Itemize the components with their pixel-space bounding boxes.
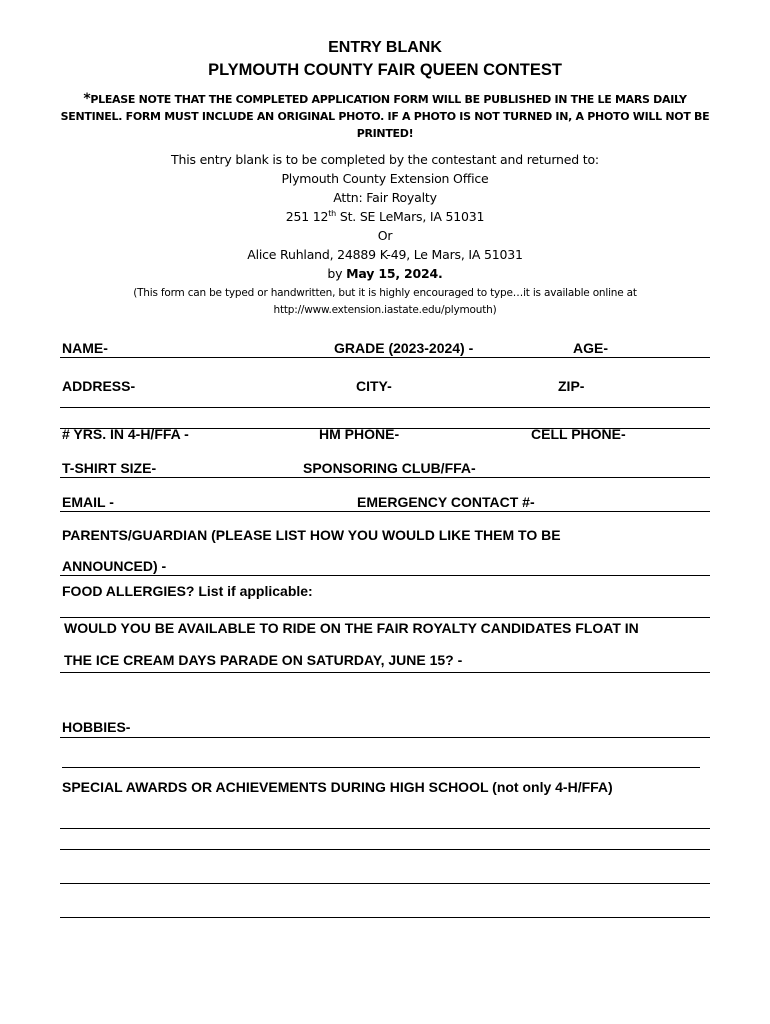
- address-label: ADDRESS-: [62, 378, 136, 394]
- extension-office: Plymouth County Extension Office: [281, 171, 489, 186]
- name-label: NAME-: [62, 340, 108, 356]
- hobbies-label: HOBBIES-: [62, 719, 131, 735]
- age-label: AGE-: [573, 340, 608, 356]
- parents-label-line2: ANNOUNCED) -: [62, 558, 167, 574]
- yrs-4h-label: # YRS. IN 4-H/FFA -: [62, 426, 189, 442]
- emergency-contact-label: EMERGENCY CONTACT #-: [357, 494, 535, 510]
- zip-label: ZIP-: [558, 378, 585, 394]
- parents-line[interactable]: [60, 575, 710, 576]
- street-address: [0, 209, 770, 224]
- street-ordinal: th: [328, 209, 337, 218]
- float-question-line2: THE ICE CREAM DAYS PARADE ON SATURDAY, JUNE 15? -: [64, 652, 463, 668]
- awards-label: SPECIAL AWARDS OR ACHIEVEMENTS DURING HIGH SCHOOL (not only 4-H/FFA): [62, 779, 613, 795]
- awards-line-3[interactable]: [60, 883, 710, 884]
- address-row-line[interactable]: [60, 407, 710, 408]
- typing-note-line2: http://www.extension.iastate.edu/plymouth): [273, 304, 497, 316]
- parents-label-line1: PARENTS/GUARDIAN (PLEASE LIST HOW YOU WOULD LIKE THEM TO BE: [62, 527, 561, 543]
- deadline-line: [0, 266, 770, 281]
- float-answer-line[interactable]: [60, 672, 710, 673]
- form-title: ENTRY BLANK: [328, 39, 442, 56]
- city-label: CITY-: [356, 378, 392, 394]
- cell-phone-label: CELL PHONE-: [531, 426, 626, 442]
- sponsoring-club-label: SPONSORING CLUB/FFA-: [303, 460, 476, 476]
- publication-notice: [60, 91, 710, 142]
- notice-asterisk: *: [83, 91, 91, 107]
- or-separator: Or: [377, 228, 393, 243]
- typing-note-line1: (This form can be typed or handwritten, but it is highly encouraged to type…it is available online at: [133, 287, 637, 299]
- deadline-date: May 15, 2024.: [346, 266, 443, 281]
- awards-line-2[interactable]: [60, 849, 710, 850]
- hobbies-line[interactable]: [60, 737, 710, 738]
- awards-line-1[interactable]: [60, 828, 710, 829]
- grade-label: GRADE (2023-2024) -: [334, 340, 474, 356]
- tshirt-row-line[interactable]: [60, 477, 710, 478]
- form-subtitle: PLYMOUTH COUNTY FAIR QUEEN CONTEST: [208, 61, 562, 79]
- food-allergies-label: FOOD ALLERGIES? List if applicable:: [62, 583, 313, 599]
- hobbies-line-2[interactable]: [62, 767, 700, 768]
- email-label: EMAIL -: [62, 494, 114, 510]
- deadline-prefix: by: [327, 266, 347, 281]
- home-phone-label: HM PHONE-: [319, 426, 400, 442]
- notice-text: PLEASE NOTE THAT THE COMPLETED APPLICATION FORM WILL BE PUBLISHED IN THE LE MARS DAILY SENTINEL. FORM MUST INCLUDE AN ORIGINAL PHOTO. IF A PHOTO IS NOT TURNED IN, A PHOTO WILL NOT BE PRINTED!: [60, 93, 710, 140]
- name-row-line[interactable]: [60, 357, 710, 358]
- float-question-line1: WOULD YOU BE AVAILABLE TO RIDE ON THE FAIR ROYALTY CANDIDATES FLOAT IN: [64, 620, 639, 636]
- allergies-line[interactable]: [60, 617, 710, 618]
- alternate-address: Alice Ruhland, 24889 K-49, Le Mars, IA 51031: [247, 247, 523, 262]
- street-rest: St. SE LeMars, IA 51031: [336, 209, 485, 225]
- return-intro: This entry blank is to be completed by the contestant and returned to:: [171, 152, 599, 167]
- street-number: 251 12: [285, 209, 329, 225]
- tshirt-label: T-SHIRT SIZE-: [62, 460, 157, 476]
- awards-line-4[interactable]: [60, 917, 710, 918]
- attn-line: Attn: Fair Royalty: [333, 190, 437, 205]
- email-row-line[interactable]: [60, 511, 710, 512]
